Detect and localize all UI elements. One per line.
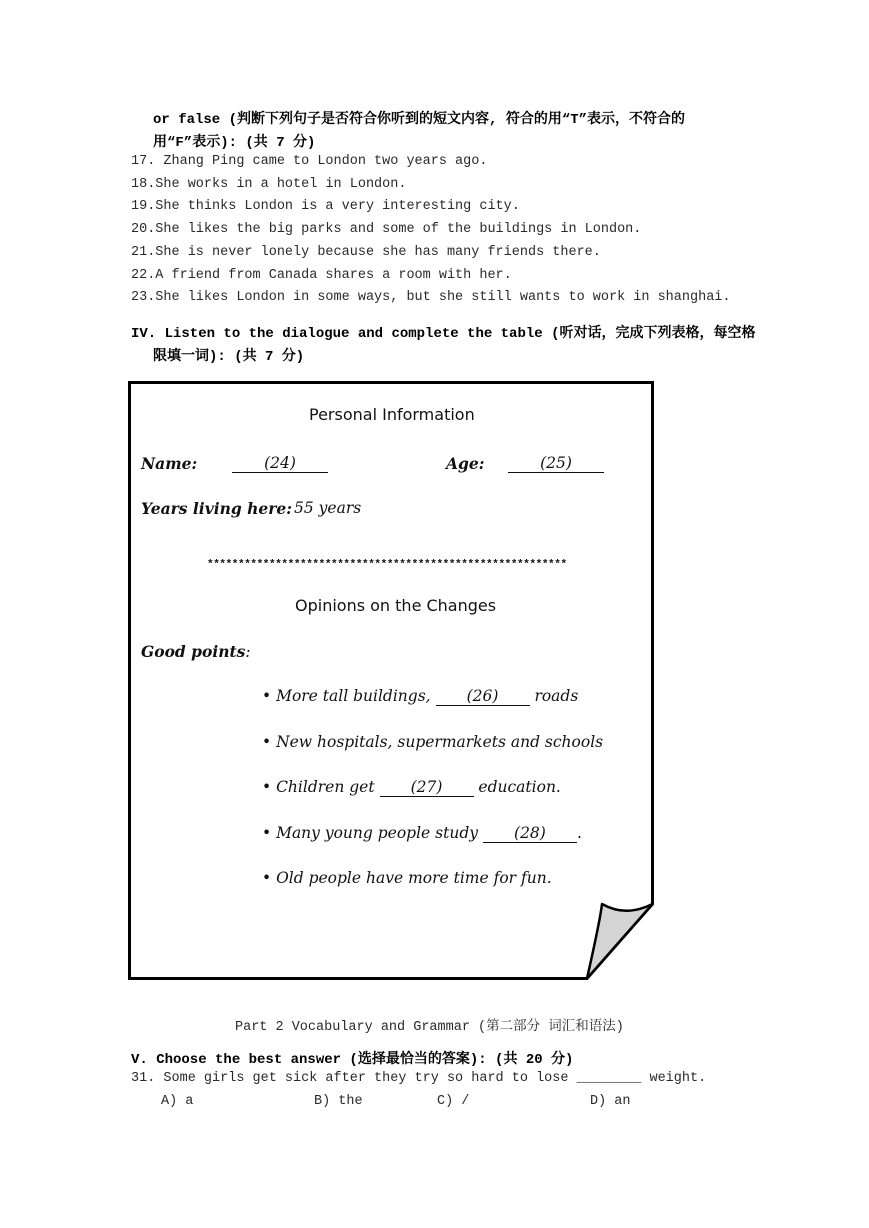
name-label: Name: [141,454,198,473]
option-c[interactable]: C) / [437,1094,470,1109]
statement-21: 21.She is never lonely because she has many friends there. [131,245,601,260]
statement-18: 18.She works in a hotel in London. [131,177,407,192]
statement-22: 22.A friend from Canada shares a room with her. [131,268,512,283]
years-label: Years living here: [141,499,292,518]
question-31: 31. Some girls get sick after they try so hard to lose ________ weight. [131,1071,707,1086]
part-2-heading: Part 2 Vocabulary and Grammar (第二部分 词汇和语法) [235,1020,624,1035]
statement-20: 20.She likes the big parks and some of the buildings in London. [131,222,642,237]
point-5: • Old people have more time for fun. [262,869,552,887]
option-b[interactable]: B) the [314,1094,363,1109]
section-5-heading: V. Choose the best answer (选择最恰当的答案): (共 20 分) [131,1052,574,1068]
option-d[interactable]: D) an [590,1094,631,1109]
personal-info-card [128,381,654,980]
point-4: • Many young people study (28) . [262,824,582,842]
statement-17: 17. Zhang Ping came to London two years ago. [131,154,488,169]
card-subtitle: Opinions on the Changes [295,596,497,615]
age-label: Age: [446,454,485,473]
blank-27[interactable]: (27) [380,778,474,797]
instruction-line-1: or false (判断下列句子是否符合你听到的短文内容, 符合的用“T”表示，不符合的 [153,112,686,128]
blank-26[interactable]: (26) [436,687,530,706]
card-title: Personal Information [309,405,475,424]
point-3: • Children get (27) education. [262,778,561,796]
good-points-label: Good points: [141,642,251,661]
option-a[interactable]: A) a [161,1094,194,1109]
statement-23: 23.She likes London in some ways, but she still wants to work in shanghai. [131,290,731,305]
statement-19: 19.She thinks London is a very interesting city. [131,199,520,214]
instruction-line-2: 用“F”表示): (共 7 分) [153,135,316,151]
point-1: • More tall buildings, (26) roads [262,687,579,705]
section-4-heading: IV. Listen to the dialogue and complete the table (听对话，完成下列表格，每空格 [131,326,756,342]
section-4-heading-cont: 限填一词): (共 7 分) [153,349,305,365]
blank-25[interactable]: (25) [508,454,604,473]
point-2: • New hospitals, supermarkets and schools [262,733,604,751]
separator-stars: ********************************************************** [207,559,567,571]
blank-24[interactable]: (24) [232,454,328,473]
years-value: 55 years [294,499,362,517]
blank-28[interactable]: (28) [483,824,577,843]
